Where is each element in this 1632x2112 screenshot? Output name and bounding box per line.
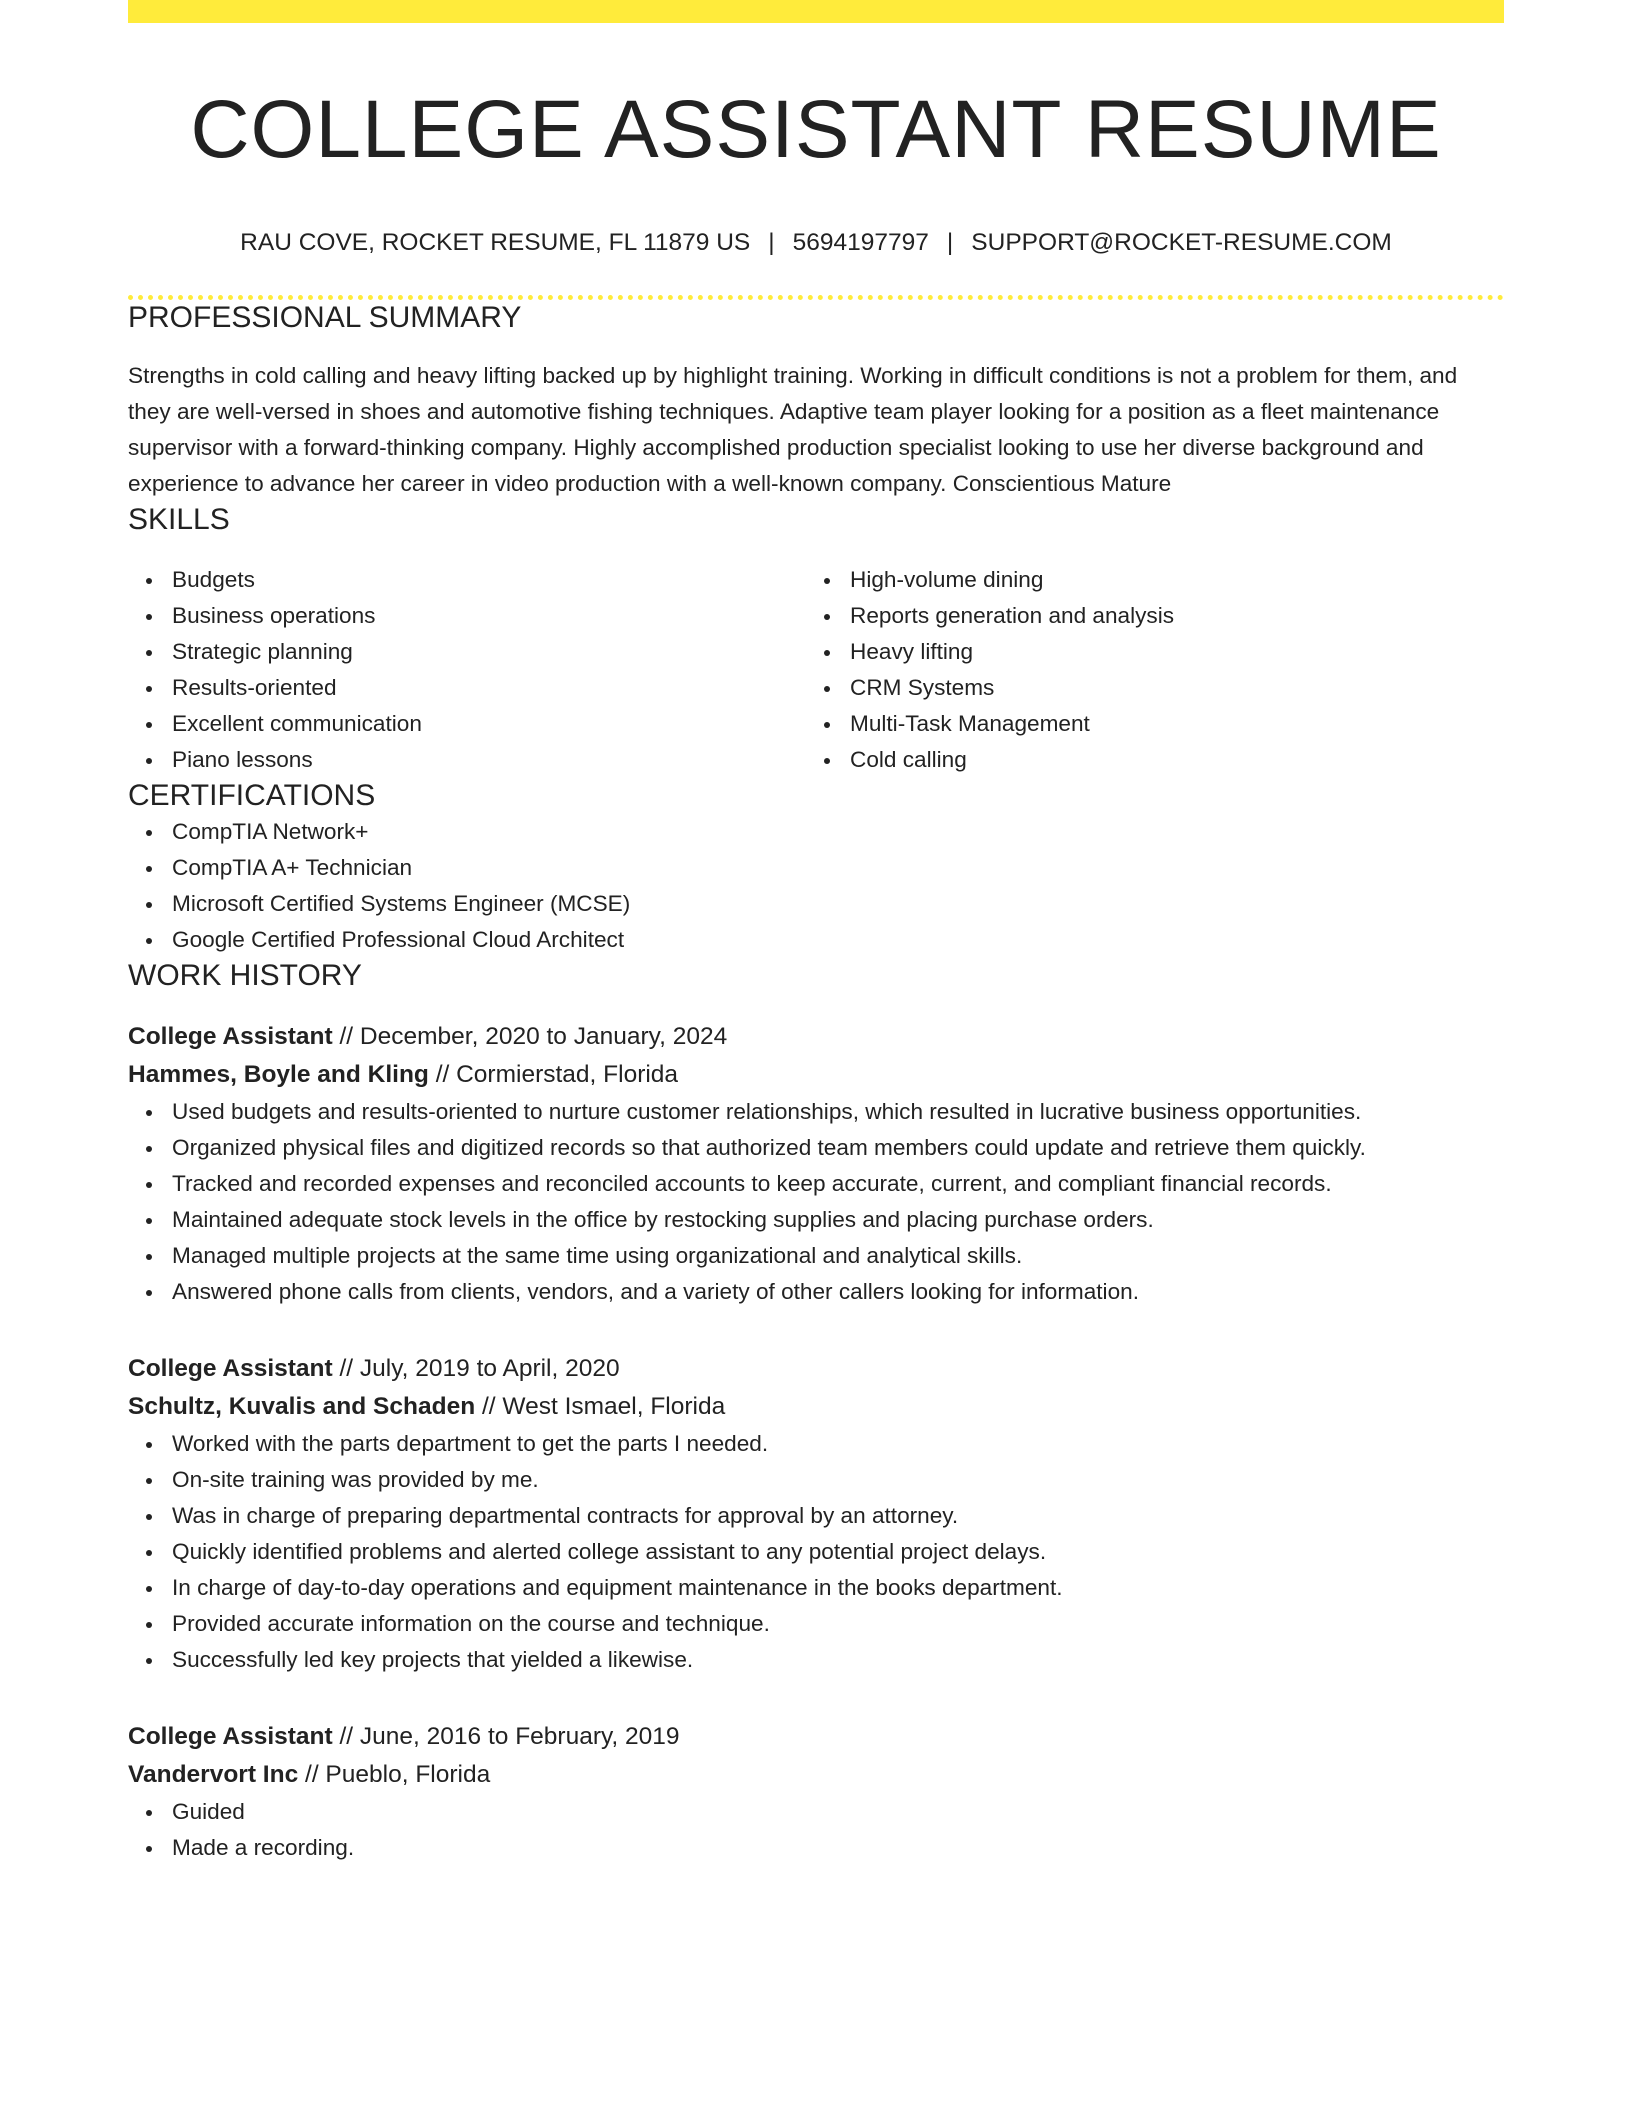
skill-item: Excellent communication	[128, 706, 806, 742]
skills-column-right	[806, 562, 1484, 778]
job-duty-item: Guided	[128, 1794, 1504, 1830]
job-duties	[128, 1794, 1504, 1866]
job-location: // Pueblo, Florida	[298, 1761, 491, 1788]
skill-item: High-volume dining	[806, 562, 1484, 598]
skill-item: Multi-Task Management	[806, 706, 1484, 742]
job-duty-item: In charge of day-to-day operations and equipment maintenance in the books department.	[128, 1570, 1504, 1606]
certifications-list	[128, 814, 1504, 958]
job-duty-item: Used budgets and results-oriented to nurture customer relationships, which resulted in lucrative business opportunities.	[128, 1094, 1504, 1130]
job-dates: // July, 2019 to April, 2020	[332, 1355, 620, 1382]
skill-item: Results-oriented	[128, 670, 806, 706]
summary-text: Strengths in cold calling and heavy lifting backed up by highlight training. Working in difficult conditions is not a problem for them, and they are well-versed in shoes and automotive fishing techniques. Adaptive team player looking for a position as a fleet maintenance supervisor with a forward-thinking company. Highly accomplished production specialist looking to use her diverse background and experience to advance her career in video production with a well-known company. Conscientious Mature	[128, 363, 1458, 496]
job-role: College Assistant	[128, 1355, 333, 1382]
skill-item: Cold calling	[806, 742, 1484, 778]
job-duty-item: Successfully led key projects that yielded a likewise.	[128, 1642, 1504, 1678]
job-company-line	[128, 1388, 1504, 1426]
skill-item: Heavy lifting	[806, 634, 1484, 670]
job-entry	[128, 1018, 1504, 1310]
job-location: // Cormierstad, Florida	[428, 1061, 679, 1088]
skill-item: Strategic planning	[128, 634, 806, 670]
job-company: Schultz, Kuvalis and Schaden	[128, 1393, 476, 1420]
job-entry	[128, 1718, 1504, 1866]
skills-column-left	[128, 562, 806, 778]
contact-separator: |	[946, 229, 954, 256]
resume-page	[128, 0, 1504, 1866]
job-role: College Assistant	[128, 1023, 333, 1050]
job-dates: // June, 2016 to February, 2019	[332, 1723, 680, 1750]
summary-heading: PROFESSIONAL SUMMARY	[128, 301, 522, 334]
job-duty-item: Managed multiple projects at the same time using organizational and analytical skills.	[128, 1238, 1504, 1274]
job-duty-item: Was in charge of preparing departmental contracts for approval by an attorney.	[128, 1498, 1504, 1534]
skill-item: CRM Systems	[806, 670, 1484, 706]
job-duty-item: Provided accurate information on the course and technique.	[128, 1606, 1504, 1642]
certification-item: CompTIA A+ Technician	[128, 850, 1504, 886]
certification-item: Google Certified Professional Cloud Architect	[128, 922, 1504, 958]
job-role-line	[128, 1718, 1504, 1756]
contact-address: RAU COVE, ROCKET RESUME, FL 11879 US	[240, 229, 751, 256]
job-company: Hammes, Boyle and Kling	[128, 1061, 429, 1088]
certification-item: CompTIA Network+	[128, 814, 1504, 850]
work-history-heading: WORK HISTORY	[128, 959, 362, 992]
contact-phone: 5694197797	[792, 229, 929, 256]
job-role-line	[128, 1018, 1504, 1056]
job-role: College Assistant	[128, 1723, 333, 1750]
job-dates: // December, 2020 to January, 2024	[332, 1023, 728, 1050]
skill-item: Piano lessons	[128, 742, 806, 778]
skill-item: Budgets	[128, 562, 806, 598]
job-duty-item: Worked with the parts department to get the parts I needed.	[128, 1426, 1504, 1462]
job-duties	[128, 1094, 1504, 1310]
skill-item: Reports generation and analysis	[806, 598, 1484, 634]
job-duty-item: Answered phone calls from clients, vendors, and a variety of other callers looking for information.	[128, 1274, 1504, 1310]
skill-item: Business operations	[128, 598, 806, 634]
job-duties	[128, 1426, 1504, 1678]
certification-item: Microsoft Certified Systems Engineer (MCSE)	[128, 886, 1504, 922]
contact-separator: |	[768, 229, 775, 256]
job-duty-item: Maintained adequate stock levels in the office by restocking supplies and placing purchase orders.	[128, 1202, 1504, 1238]
skills-grid	[128, 562, 1504, 778]
job-entry	[128, 1350, 1504, 1678]
job-company-line	[128, 1056, 1504, 1094]
job-company: Vandervort Inc	[128, 1761, 299, 1788]
job-duty-item: Quickly identified problems and alerted college assistant to any potential project delays.	[128, 1534, 1504, 1570]
job-duty-item: On-site training was provided by me.	[128, 1462, 1504, 1498]
job-location: // West Ismael, Florida	[475, 1393, 726, 1420]
job-duty-item: Organized physical files and digitized records so that authorized team members could update and retrieve them quickly.	[128, 1130, 1504, 1166]
job-duty-item: Tracked and recorded expenses and reconciled accounts to keep accurate, current, and compliant financial records.	[128, 1166, 1504, 1202]
job-role-line	[128, 1350, 1504, 1388]
contact-line	[128, 229, 1504, 257]
contact-email: SUPPORT@ROCKET-RESUME.COM	[971, 229, 1392, 256]
skills-heading: SKILLS	[128, 503, 230, 536]
job-company-line	[128, 1756, 1504, 1794]
resume-title: COLLEGE ASSISTANT RESUME	[190, 84, 1442, 175]
job-duty-item: Made a recording.	[128, 1830, 1504, 1866]
top-accent-bar	[128, 0, 1504, 23]
certifications-heading: CERTIFICATIONS	[128, 779, 376, 812]
